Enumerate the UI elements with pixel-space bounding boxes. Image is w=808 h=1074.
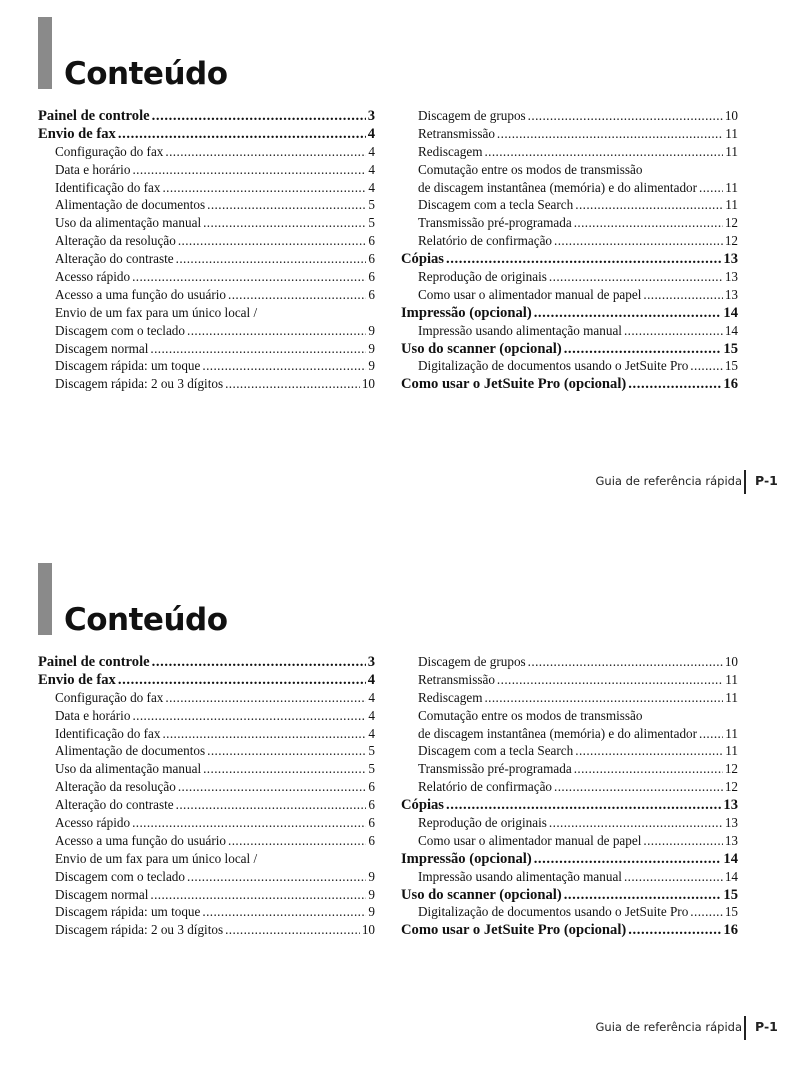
toc-entry-page: 5 [368, 743, 375, 759]
toc-entry-page: 11 [725, 671, 738, 687]
toc-entry [38, 144, 375, 162]
toc-entry-label: Relatório de confirmação [418, 233, 553, 249]
toc-entry [401, 358, 738, 376]
footer-page-number: P-1 [755, 1019, 778, 1034]
toc-dot-leader [152, 108, 366, 125]
toc-dot-leader [118, 126, 366, 143]
toc-entry-label: Uso da alimentação manual [55, 761, 202, 777]
toc-entry-page: 4 [368, 179, 375, 195]
toc-dot-leader [202, 904, 366, 920]
toc-entry [38, 251, 375, 269]
toc-entry-label: Como usar o JetSuite Pro (opcional) [401, 376, 627, 393]
toc-entry-label: Como usar o JetSuite Pro (opcional) [401, 922, 627, 939]
toc-entry-label: Discagem com a tecla Search [418, 197, 574, 213]
toc-entry [401, 376, 738, 394]
toc-entry-page: 3 [367, 654, 375, 670]
toc-dot-leader [228, 833, 366, 849]
toc-entry-page: 10 [361, 376, 375, 392]
toc-entry [38, 126, 375, 144]
toc-entry-page: 11 [725, 725, 738, 741]
toc-entry-label: Impressão usando alimentação manual [418, 322, 622, 338]
toc-entry-label: Envio de um fax para um único local / [55, 304, 258, 320]
toc-entry [38, 815, 375, 833]
toc-entry-label: Data e horário [55, 707, 131, 723]
footer-separator [744, 1016, 746, 1040]
toc-entry [38, 708, 375, 726]
toc-entry-page: 10 [724, 654, 738, 669]
toc-dot-leader [228, 287, 366, 303]
toc-dot-leader [699, 180, 723, 196]
toc-entry [38, 904, 375, 922]
toc-dot-leader [178, 233, 367, 249]
toc-entry-label: Como usar o alimentador manual de papel [418, 832, 642, 848]
toc-left-column [38, 654, 375, 940]
toc-dot-leader [624, 323, 723, 339]
toc-entry [401, 341, 738, 359]
toc-entry [38, 672, 375, 690]
toc-entry-label: Digitalização de documentos usando o JetSuite Pro [418, 358, 689, 374]
toc-dot-leader [178, 779, 367, 795]
toc-dot-leader [549, 815, 723, 831]
toc-dot-leader [225, 922, 360, 938]
toc-dot-leader [575, 743, 723, 759]
toc-entry [38, 108, 375, 126]
toc-entry-label: Painel de controle [38, 108, 150, 124]
toc-entry [38, 726, 375, 744]
toc-entry [401, 162, 738, 180]
toc-entry [38, 162, 375, 180]
toc-entry [401, 654, 738, 672]
toc-entry [401, 672, 738, 690]
toc-entry-page: 13 [723, 797, 738, 814]
toc-entry-page: 14 [724, 322, 738, 338]
toc-dot-leader [549, 269, 723, 285]
toc-entry-page: 6 [368, 797, 375, 813]
toc-entry-label: Discagem normal [55, 886, 149, 902]
toc-entry [38, 833, 375, 851]
toc-entry [38, 743, 375, 761]
toc-entry-page: 5 [368, 197, 375, 213]
toc-entry-label: Impressão (opcional) [401, 304, 532, 321]
toc-entry-page: 12 [724, 761, 738, 777]
toc-entry [401, 108, 738, 126]
toc-entry-label: Como usar o alimentador manual de papel [418, 286, 642, 302]
toc-entry-page: 4 [367, 125, 375, 142]
title-accent-bar [38, 17, 52, 89]
toc-entry-label: Digitalização de documentos usando o JetSuite Pro [418, 904, 689, 920]
toc-dot-leader [176, 251, 367, 267]
toc-entry-label: Alteração do contraste [55, 251, 174, 267]
toc-entry-page: 6 [368, 779, 375, 795]
toc-dot-leader [152, 654, 366, 671]
toc-dot-leader [162, 180, 366, 196]
toc-entry-page: 5 [368, 761, 375, 777]
toc-entry [38, 779, 375, 797]
toc-entry-label: Discagem de grupos [418, 108, 526, 123]
toc-entry-label: Retransmissão [418, 125, 495, 141]
toc-entry-label: Data e horário [55, 161, 131, 177]
toc-entry-page: 15 [724, 358, 738, 374]
toc-dot-leader [207, 743, 366, 759]
toc-entry [401, 815, 738, 833]
toc-entry-page: 12 [724, 215, 738, 231]
toc-entry-page: 11 [725, 179, 738, 195]
toc-entry-page: 12 [724, 233, 738, 249]
toc-entry-page: 10 [361, 922, 375, 938]
toc-dot-leader [497, 672, 723, 688]
toc-entry-label: Envio de um fax para um único local / [55, 850, 258, 866]
toc-dot-leader [554, 233, 723, 249]
toc-dot-leader [484, 690, 723, 706]
toc-entry-label: Identificação do fax [55, 179, 161, 195]
toc-entry-page: 9 [368, 886, 375, 902]
toc-entry-label: Cópias [401, 251, 444, 268]
page-title: Conteúdo [64, 56, 228, 92]
toc-dot-leader [575, 197, 723, 213]
toc-entry-label: Retransmissão [418, 671, 495, 687]
toc-entry-page: 4 [368, 143, 375, 159]
toc-entry-page: 11 [725, 743, 738, 759]
toc-entry [38, 761, 375, 779]
toc-entry-page: 9 [368, 340, 375, 356]
toc-dot-leader [564, 887, 722, 904]
toc-entry-page: 15 [724, 904, 738, 920]
toc-entry-label: Discagem rápida: um toque [55, 904, 201, 920]
toc-entry-label: Configuração do fax [55, 143, 164, 159]
toc-entry [401, 287, 738, 305]
toc-entry-page: 6 [368, 815, 375, 831]
toc-entry-label: Discagem com o teclado [55, 868, 185, 884]
toc-entry-label: Painel de controle [38, 654, 150, 670]
toc-entry [38, 215, 375, 233]
toc-entry [38, 358, 375, 376]
page-footer [0, 470, 808, 496]
toc-dot-leader [643, 287, 722, 303]
toc-entry [401, 233, 738, 251]
toc-dot-leader [132, 708, 366, 724]
toc-dot-leader [624, 869, 723, 885]
toc-entry-page: 9 [368, 904, 375, 920]
toc-entry [38, 376, 375, 394]
toc-entry-page: 16 [723, 376, 738, 393]
page-footer [0, 1016, 808, 1042]
toc-entry-label: Comutação entre os modos de transmissão [418, 161, 643, 177]
toc-entry [38, 269, 375, 287]
toc-entry [38, 180, 375, 198]
toc-entry-label: Alteração da resolução [55, 233, 176, 249]
toc-dot-leader [165, 144, 366, 160]
toc-entry-page: 6 [368, 832, 375, 848]
toc-entry [38, 690, 375, 708]
toc-entry-label: Identificação do fax [55, 725, 161, 741]
toc-entry-label: Relatório de confirmação [418, 779, 553, 795]
toc-dot-leader [699, 726, 723, 742]
toc-entry-page: 10 [724, 108, 738, 123]
toc-entry-label: Reprodução de originais [418, 269, 547, 285]
toc-entry [38, 323, 375, 341]
toc-dot-leader [554, 779, 723, 795]
toc-entry-label: Discagem rápida: um toque [55, 358, 201, 374]
toc-dot-leader [628, 376, 721, 393]
toc-dot-leader [690, 904, 723, 920]
toc-entry-page: 14 [724, 868, 738, 884]
toc-entry-label: Rediscagem [418, 143, 483, 159]
toc-entry-label: Impressão (opcional) [401, 850, 532, 867]
toc-dot-leader [132, 269, 366, 285]
toc-entry [38, 851, 375, 869]
toc-entry-page: 11 [725, 143, 738, 159]
footer-guide-title: Guia de referência rápida [595, 474, 742, 488]
toc-entry-label: Configuração do fax [55, 689, 164, 705]
footer-guide-title: Guia de referência rápida [595, 1020, 742, 1034]
toc-entry [401, 197, 738, 215]
toc-entry-label: Discagem com a tecla Search [418, 743, 574, 759]
toc-entry-page: 4 [368, 689, 375, 705]
toc-entry [401, 726, 738, 744]
toc-entry-label: Uso do scanner (opcional) [401, 886, 562, 903]
toc-entry-page: 9 [368, 358, 375, 374]
toc-entry [401, 869, 738, 887]
page-title: Conteúdo [64, 602, 228, 638]
toc-dot-leader [203, 761, 366, 777]
toc-entry-label: Alimentação de documentos [55, 197, 206, 213]
toc-right-column [401, 654, 738, 940]
toc-dot-leader [690, 358, 723, 374]
toc-entry-page: 4 [368, 161, 375, 177]
document-page-1 [0, 0, 808, 528]
toc-dot-leader [132, 162, 366, 178]
toc-entry-page: 6 [368, 286, 375, 302]
toc-entry-page: 9 [368, 322, 375, 338]
title-accent-bar [38, 563, 52, 635]
toc-entry [401, 922, 738, 940]
toc-entry [38, 197, 375, 215]
toc-entry [38, 654, 375, 672]
toc-dot-leader [534, 851, 722, 868]
toc-entry [401, 779, 738, 797]
toc-entry [38, 287, 375, 305]
toc-dot-leader [202, 358, 366, 374]
toc-entry-page: 6 [368, 233, 375, 249]
toc-entry-label: de discagem instantânea (memória) e do alimentador [418, 725, 698, 741]
toc-entry [38, 341, 375, 359]
toc-entry [401, 761, 738, 779]
toc-dot-leader [187, 323, 366, 339]
toc-entry-label: Acesso a uma função do usuário [55, 832, 227, 848]
toc-entry-label: de discagem instantânea (memória) e do alimentador [418, 179, 698, 195]
toc-entry-page: 12 [724, 779, 738, 795]
toc-entry [401, 215, 738, 233]
toc-entry-page: 4 [368, 725, 375, 741]
toc-dot-leader [564, 341, 722, 358]
toc-entry-page: 6 [368, 251, 375, 267]
document-page-2 [0, 546, 808, 1074]
toc-entry [401, 690, 738, 708]
toc-dot-leader [446, 797, 721, 814]
toc-entry-label: Discagem com o teclado [55, 322, 185, 338]
toc-right-column [401, 108, 738, 394]
toc-dot-leader [446, 251, 721, 268]
toc-entry-page: 11 [725, 689, 738, 705]
toc-entry [401, 743, 738, 761]
toc-dot-leader [225, 376, 360, 392]
toc-entry [401, 708, 738, 726]
toc-entry-label: Impressão usando alimentação manual [418, 868, 622, 884]
toc-entry-page: 16 [723, 922, 738, 939]
toc-entry-page: 13 [723, 251, 738, 268]
toc-dot-leader [162, 726, 366, 742]
toc-entry-label: Transmissão pré-programada [418, 215, 572, 231]
toc-dot-leader [150, 887, 366, 903]
toc-entry-page: 11 [725, 125, 738, 141]
toc-entry-page: 11 [725, 197, 738, 213]
toc-dot-leader [528, 108, 723, 124]
toc-left-column [38, 108, 375, 394]
toc-entry-page: 13 [724, 286, 738, 302]
toc-dot-leader [207, 197, 366, 213]
toc-entry-label: Discagem de grupos [418, 654, 526, 669]
toc-entry-page: 15 [723, 886, 738, 903]
toc-entry-label: Reprodução de originais [418, 815, 547, 831]
toc-entry-page: 6 [368, 269, 375, 285]
toc-entry-label: Acesso rápido [55, 815, 131, 831]
toc-entry-page: 5 [368, 215, 375, 231]
toc-entry-page: 13 [724, 815, 738, 831]
toc-dot-leader [643, 833, 722, 849]
toc-dot-leader [497, 126, 723, 142]
toc-entry-page: 14 [723, 304, 738, 321]
toc-entry-label: Cópias [401, 797, 444, 814]
toc-entry [401, 887, 738, 905]
toc-entry-label: Acesso a uma função do usuário [55, 286, 227, 302]
toc-dot-leader [165, 690, 366, 706]
toc-dot-leader [628, 922, 721, 939]
toc-entry-page: 3 [367, 108, 375, 124]
toc-entry-page: 9 [368, 868, 375, 884]
toc-entry-label: Discagem rápida: 2 ou 3 dígitos [55, 376, 224, 392]
toc-entry-page: 4 [367, 671, 375, 688]
toc-dot-leader [187, 869, 366, 885]
toc-entry-label: Acesso rápido [55, 269, 131, 285]
toc-dot-leader [118, 672, 366, 689]
toc-dot-leader [132, 815, 366, 831]
toc-entry [401, 180, 738, 198]
toc-entry [38, 797, 375, 815]
toc-entry [401, 144, 738, 162]
toc-entry [401, 797, 738, 815]
toc-dot-leader [574, 215, 723, 231]
toc-dot-leader [534, 305, 722, 322]
toc-entry-page: 13 [724, 269, 738, 285]
toc-entry [38, 922, 375, 940]
toc-entry [401, 851, 738, 869]
toc-entry-label: Alteração do contraste [55, 797, 174, 813]
toc-entry-label: Uso da alimentação manual [55, 215, 202, 231]
toc-entry [401, 269, 738, 287]
toc-entry-page: 4 [368, 707, 375, 723]
toc-entry [38, 887, 375, 905]
toc-dot-leader [203, 215, 366, 231]
footer-separator [744, 470, 746, 494]
toc-entry-label: Envio de fax [38, 671, 116, 688]
toc-dot-leader [528, 654, 723, 670]
toc-entry-label: Alimentação de documentos [55, 743, 206, 759]
toc-entry-label: Alteração da resolução [55, 779, 176, 795]
toc-entry [38, 233, 375, 251]
toc-entry [38, 305, 375, 323]
toc-entry-label: Discagem rápida: 2 ou 3 dígitos [55, 922, 224, 938]
toc-entry [401, 251, 738, 269]
toc-entry-label: Comutação entre os modos de transmissão [418, 707, 643, 723]
toc-entry-label: Rediscagem [418, 689, 483, 705]
toc-entry [401, 904, 738, 922]
toc-entry-page: 13 [724, 832, 738, 848]
footer-page-number: P-1 [755, 473, 778, 488]
toc-dot-leader [150, 341, 366, 357]
toc-entry-label: Envio de fax [38, 125, 116, 142]
toc-entry [401, 126, 738, 144]
toc-entry-page: 14 [723, 850, 738, 867]
toc-entry [38, 869, 375, 887]
toc-dot-leader [484, 144, 723, 160]
toc-entry [401, 305, 738, 323]
toc-entry-page: 15 [723, 340, 738, 357]
toc-dot-leader [574, 761, 723, 777]
toc-entry-label: Discagem normal [55, 340, 149, 356]
toc-entry [401, 323, 738, 341]
toc-entry-label: Uso do scanner (opcional) [401, 340, 562, 357]
toc-entry-label: Transmissão pré-programada [418, 761, 572, 777]
toc-entry [401, 833, 738, 851]
toc-dot-leader [176, 797, 367, 813]
